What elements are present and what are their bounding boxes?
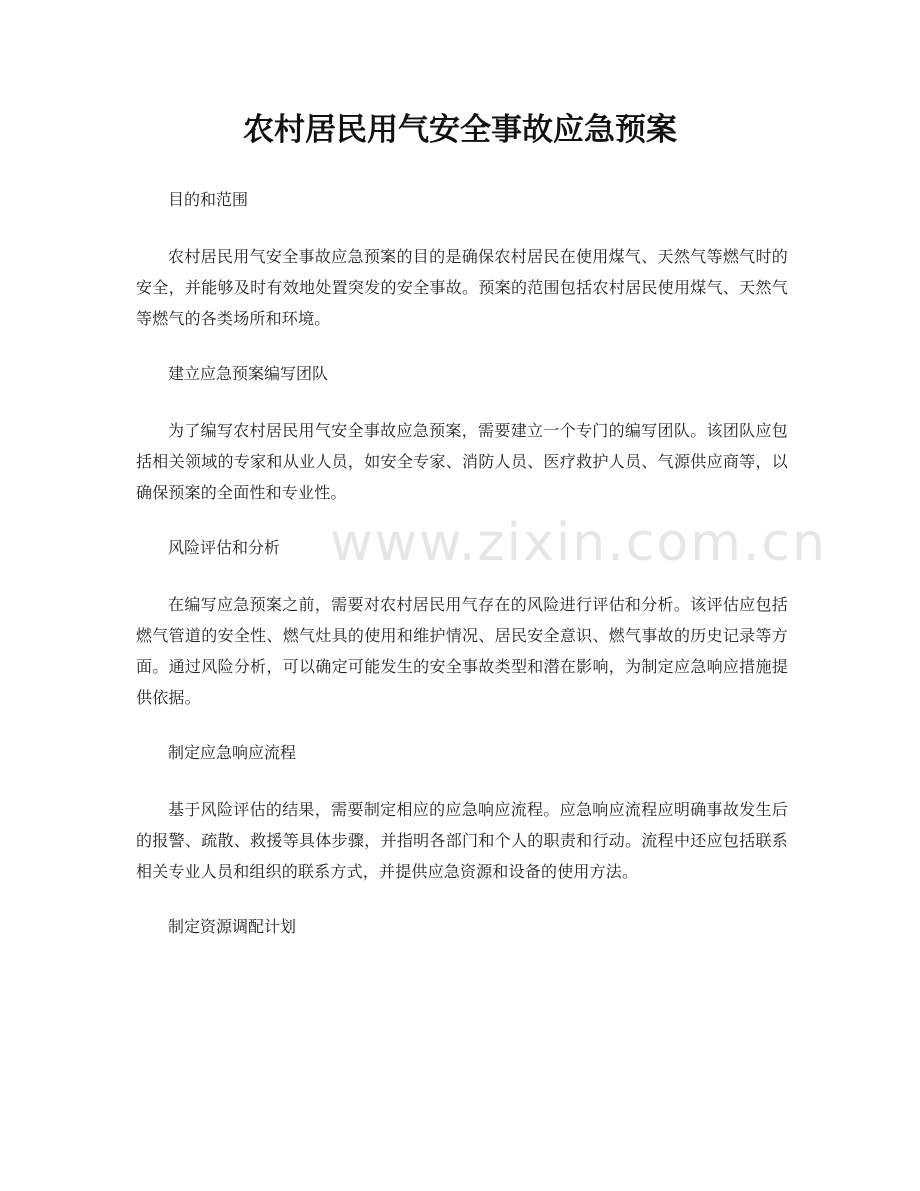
- section-heading-team: 建立应急预案编写团队: [168, 364, 329, 383]
- section-paragraph-response: 基于风险评估的结果，需要制定相应的应急响应流程。应急响应流程应明确事故发生后的报警、疏散、救援等具体步骤，并指明各部门和个人的职责和行动。流程中还应包括联系相关专业人员和组织的联系方式，并提供应急资源和设备的使用方法。: [136, 800, 788, 881]
- section-heading-risk: 风险评估和分析: [168, 538, 281, 557]
- section-paragraph-purpose: 农村居民用气安全事故应急预案的目的是确保农村居民在使用煤气、天然气等燃气时的安全，并能够及时有效地处置突发的安全事故。预案的范围包括农村居民使用煤气、天然气等燃气的各类场所和环境。: [136, 247, 788, 328]
- section-heading-response: 制定应急响应流程: [168, 743, 297, 762]
- watermark: www.zixin.com.cn: [330, 513, 827, 573]
- section-paragraph-risk: 在编写应急预案之前，需要对农村居民用气存在的风险进行评估和分析。该评估应包括燃气管道的安全性、燃气灶具的使用和维护情况、居民安全意识、燃气事故的历史记录等方面。通过风险分析，可以确定可能发生的安全事故类型和潜在影响，为制定应急响应措施提供依据。: [136, 595, 788, 707]
- section-paragraph-team: 为了编写农村居民用气安全事故应急预案，需要建立一个专门的编写团队。该团队应包括相关领域的专家和从业人员，如安全专家、消防人员、医疗救护人员、气源供应商等，以确保预案的全面性和专业性。: [136, 421, 788, 502]
- section-heading-purpose: 目的和范围: [168, 190, 249, 209]
- section-heading-resources: 制定资源调配计划: [168, 917, 297, 936]
- document-body: [136, 183, 788, 968]
- page-title: 农村居民用气安全事故应急预案: [243, 112, 677, 148]
